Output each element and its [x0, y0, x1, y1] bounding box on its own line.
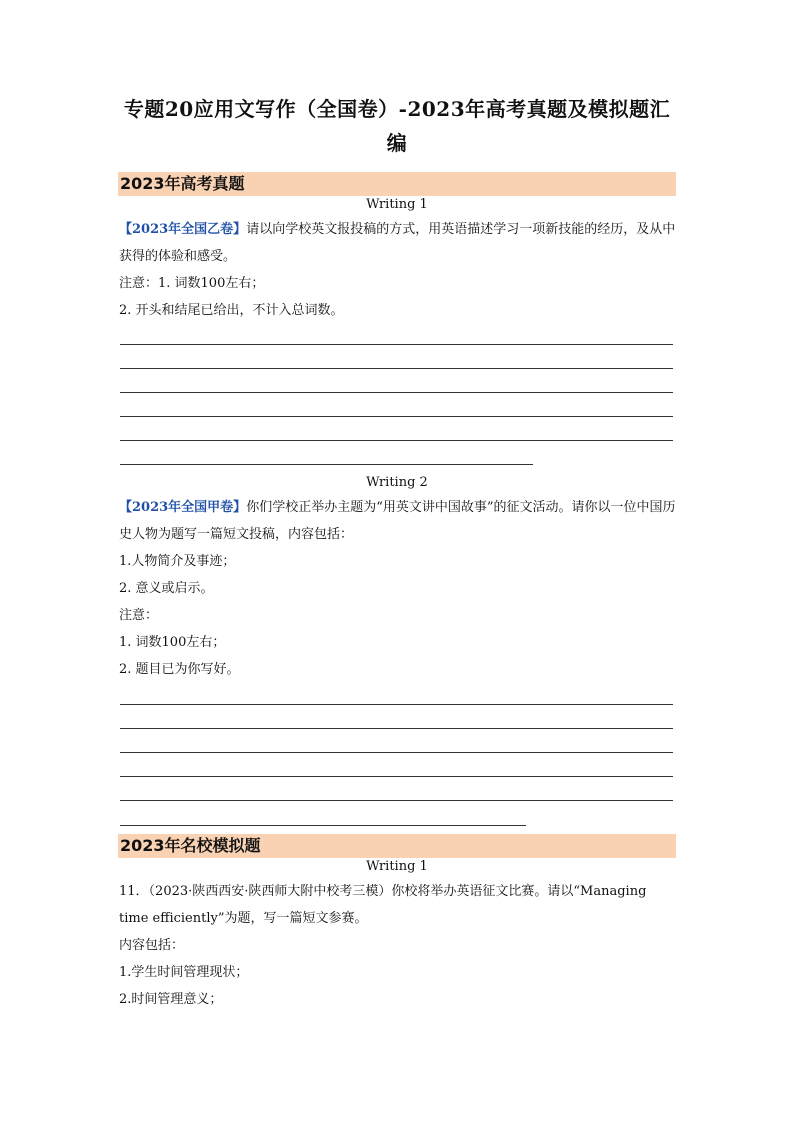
- prompt-paragraph: 11．（2023·陕西西安·陕西师大附中校考三模）你校将举办英语征文比赛。请以“Managing time efficiently”为题，写一篇短文参赛。: [119, 884, 647, 926]
- answer-line[interactable]: [120, 368, 673, 369]
- note-line: 内容包括：: [119, 938, 185, 953]
- answer-line[interactable]: [120, 776, 673, 777]
- note-line: 2. 开头和结尾已给出，不计入总词数。: [119, 303, 344, 318]
- writing-2-prompt: [119, 494, 676, 683]
- source-tag: 【2023年全国甲卷】: [119, 500, 247, 515]
- section-heading-mock-exams: 2023年名校模拟题: [118, 834, 676, 858]
- answer-line[interactable]: [120, 728, 673, 729]
- prompt-text: 你们学校正举办主题为“用英文讲中国故事”的征文活动。请你以一位中国历史人物为题写一篇短文投稿，内容包括：: [119, 500, 676, 542]
- prompt-paragraph: [119, 216, 676, 270]
- note-line: 2. 意义或启示。: [119, 581, 214, 596]
- note-line: 注意：: [119, 608, 159, 623]
- answer-line[interactable]: [120, 344, 673, 345]
- writing-1-prompt: [119, 216, 676, 324]
- note-line: 1.学生时间管理现状；: [119, 965, 249, 980]
- source-tag: 【2023年全国乙卷】: [119, 222, 247, 237]
- answer-line[interactable]: [120, 752, 673, 753]
- note-line: 2.时间管理意义；: [119, 992, 223, 1007]
- answer-line[interactable]: [120, 825, 526, 826]
- note-line: 1. 词数100左右；: [119, 635, 226, 650]
- answer-line[interactable]: [120, 440, 673, 441]
- answer-line[interactable]: [120, 416, 673, 417]
- writing-label: Writing 1: [366, 197, 428, 212]
- answer-line[interactable]: [120, 464, 533, 465]
- note-line: 2. 题目已为你写好。: [119, 662, 240, 677]
- note-line: 1.人物简介及事迹；: [119, 554, 236, 569]
- answer-line[interactable]: [120, 704, 673, 705]
- prompt-paragraph: [119, 494, 676, 548]
- mock-writing-1-prompt: [119, 878, 676, 1013]
- section-heading-real-exams: 2023年高考真题: [118, 172, 676, 196]
- answer-line[interactable]: [120, 392, 673, 393]
- document-title: 专题20应用文写作（全国卷）-2023年高考真题及模拟题汇编: [123, 97, 671, 155]
- note-line: 注意：1. 词数100左右；: [119, 276, 265, 291]
- writing-label: Writing 1: [366, 859, 428, 874]
- prompt-text: 请以向学校英文报投稿的方式，用英语描述学习一项新技能的经历，及从中获得的体验和感受。: [119, 222, 676, 264]
- writing-label: Writing 2: [366, 475, 428, 490]
- answer-line[interactable]: [120, 800, 673, 801]
